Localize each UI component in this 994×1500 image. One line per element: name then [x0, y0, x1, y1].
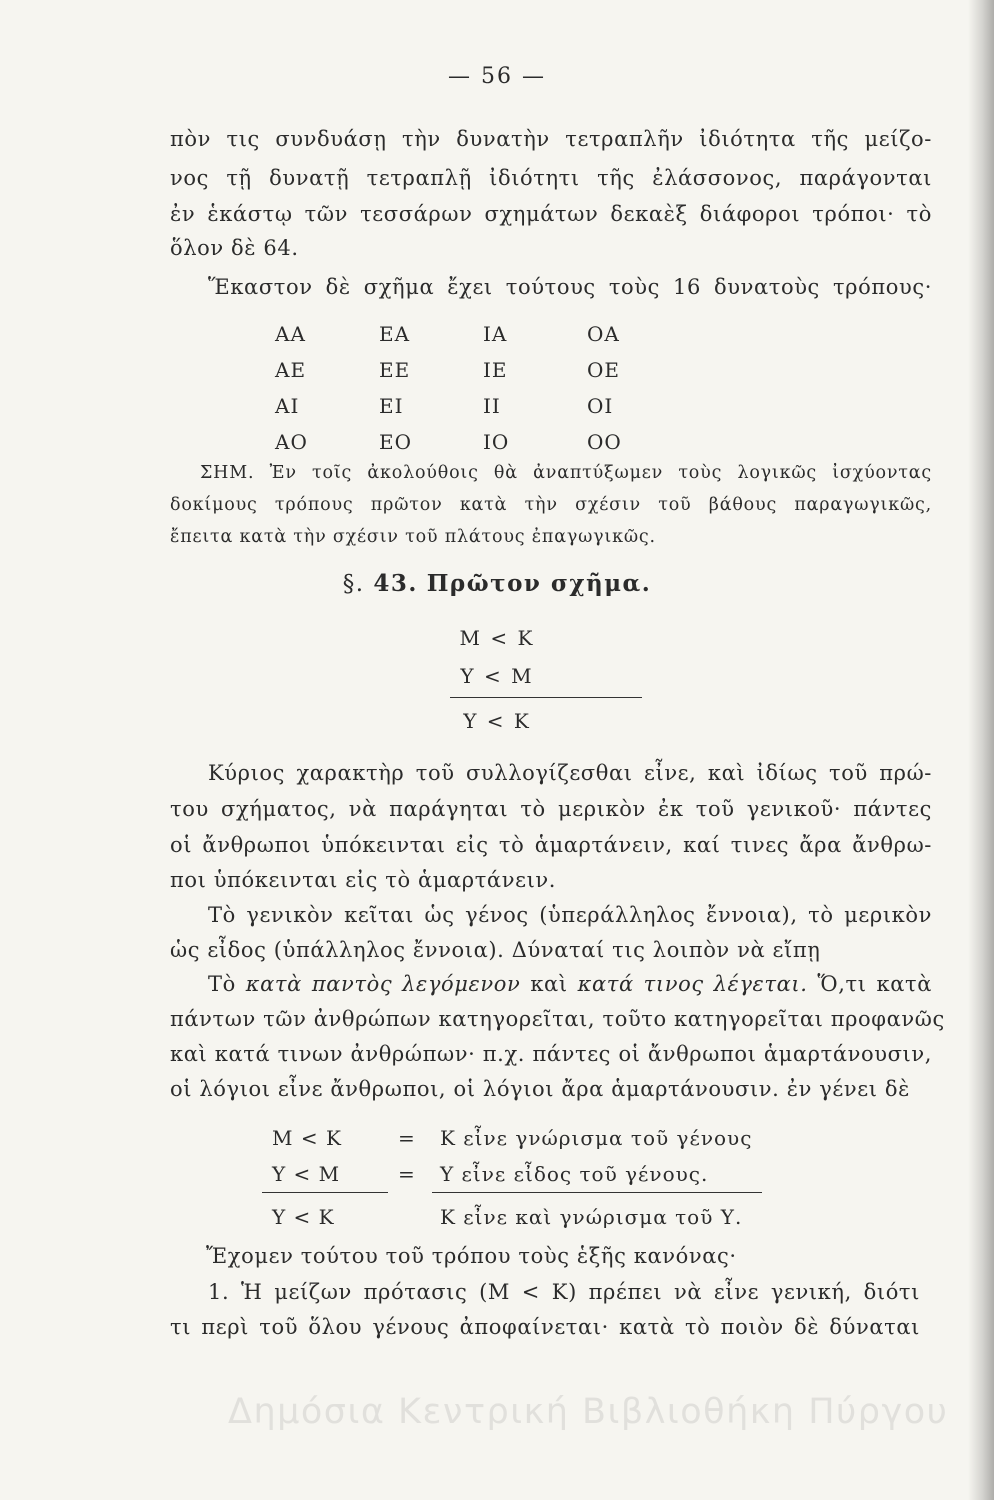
rule-1-line-2: τι περὶ τοῦ ὅλου γένους ἀποφαίνεται· κατὰ τὸ ποιὸν δὲ δύναται — [170, 1315, 920, 1339]
syllogism2-row-1-right: Κ εἶνε γνώρισμα τοῦ γένους — [440, 1126, 753, 1150]
p5-mid: καὶ — [530, 972, 568, 996]
mode-cell: ΟΕ — [587, 358, 620, 382]
section-symbol: §. — [342, 571, 365, 597]
syllogism2-row-1-left: Μ < Κ — [272, 1126, 342, 1150]
paragraph-5-line-4: οἱ λόγιοι εἶνε ἄνθρωποι, οἱ λόγιοι ἄρα ἁμαρτάνουσιν. ἐν γένει δὲ — [170, 1077, 910, 1101]
section-heading — [0, 570, 994, 597]
p5-suffix: Ὅ,τι κατὰ — [817, 972, 933, 996]
rule-1-line-1: 1. Ἡ μείζων πρότασις (Μ < Κ) πρέπει νὰ εἶνε γενική, διότι — [208, 1280, 920, 1304]
paragraph-4-line-2: ὡς εἶδος (ὑπάλληλος ἔννοια). Δύναταί τις λοιπὸν νὰ εἴπῃ — [170, 938, 821, 962]
paragraph-5-line-2: πάντων τῶν ἀνθρώπων κατηγορεῖται, τοῦτο κατηγορεῖται προφανῶς — [170, 1007, 945, 1031]
mode-cell: ΑΟ — [275, 430, 308, 454]
mode-cell: ΑΑ — [275, 322, 306, 346]
syllogism2-row-2-eq: = — [398, 1162, 416, 1186]
modes-row-4 — [275, 424, 691, 460]
paragraph-5-line-3: καὶ κατά τινων ἀνθρώπων· π.χ. πάντες οἱ ἄνθρωποι ἁμαρτάνουσιν, — [170, 1042, 932, 1066]
syllogism2-row-3-left: Υ < Κ — [272, 1205, 335, 1229]
mode-cell: ΟΟ — [587, 430, 622, 454]
mode-cell: ΙΕ — [483, 358, 508, 382]
syllogism2-row-2-left: Υ < Μ — [272, 1162, 341, 1186]
syllogism2-row-1-eq: = — [398, 1126, 416, 1150]
mode-cell: ΕΕ — [379, 358, 411, 382]
paragraph-1-line-1: πὸν τις συνδυάσῃ τὴν δυνατὴν τετραπλῆν ἰδιότητα τῆς μείζο- — [170, 127, 932, 151]
paragraph-4-line-1: Τὸ γενικὸν κεῖται ὡς γένος (ὑπεράλληλος ἔννοια), τὸ μερικὸν — [208, 903, 932, 927]
mode-cell: ΙΙ — [483, 394, 501, 418]
note-line-1: ΣΗΜ. Ἐν τοῖς ἀκολούθοις θὰ ἀναπτύξωμεν τοὺς λογικῶς ἰσχύοντας — [200, 463, 932, 483]
paragraph-1-line-4: ὅλον δὲ 64. — [170, 236, 299, 260]
paragraph-3-line-1: Κύριος χαρακτὴρ τοῦ συλλογίζεσθαι εἶνε, καὶ ἰδίως τοῦ πρώ- — [208, 761, 932, 785]
mode-cell: ΟΑ — [587, 322, 620, 346]
syllogism2-rule-left — [262, 1192, 388, 1193]
syllogism-minor-premise: Υ < Μ — [460, 664, 534, 688]
mode-cell: ΕΑ — [379, 322, 411, 346]
p5-italic-phrase-2: κατά τινος λέγεται. — [577, 972, 808, 996]
p5-italic-phrase-1: κατὰ παντὸς λεγόμενον — [245, 972, 521, 996]
modes-row-3 — [275, 388, 691, 424]
paragraph-5-line-1 — [208, 971, 932, 997]
syllogism2-row-3-right: Κ εἶνε καὶ γνώρισμα τοῦ Υ. — [440, 1205, 743, 1229]
modes-row-2 — [275, 352, 691, 388]
note-line-3: ἔπειτα κατὰ τὴν σχέσιν τοῦ πλάτους ἐπαγωγικῶς. — [170, 527, 656, 547]
paragraph-3-line-4: ποι ὑπόκεινται εἰς τὸ ἁμαρτάνειν. — [170, 868, 557, 892]
syllogism2-row-2-right: Υ εἶνε εἶδος τοῦ γένους. — [440, 1162, 709, 1186]
library-watermark: Δημόσια Κεντρική Βιβλιοθήκη Πύργου — [228, 1392, 949, 1432]
syllogism-rule — [450, 697, 642, 698]
paragraph-3-line-2: του σχήματος, νὰ παράγηται τὸ μερικὸν ἐκ τοῦ γενικοῦ· πάντες — [170, 797, 932, 821]
syllogism-conclusion: Υ < Κ — [463, 709, 531, 733]
mode-cell: ΙΑ — [483, 322, 508, 346]
syllogism2-rule-right — [432, 1192, 762, 1193]
syllogism-major-premise: Μ < Κ — [459, 626, 535, 650]
paragraph-6: Ἔχομεν τούτου τοῦ τρόπου τοὺς ἑξῆς κανόνας· — [206, 1244, 737, 1268]
mode-cell: ΙΟ — [483, 430, 510, 454]
paragraph-1-line-2: νος τῇ δυνατῇ τετραπλῇ ἰδιότητι τῆς ἐλάσσονος, παράγονται — [170, 166, 932, 190]
mode-cell: ΑΕ — [275, 358, 307, 382]
paragraph-3-line-3: οἱ ἄνθρωποι ὑπόκεινται εἰς τὸ ἁμαρτάνειν, καί τινες ἄρα ἄνθρω- — [170, 833, 932, 857]
mode-cell: ΕΙ — [379, 394, 404, 418]
modes-table — [275, 316, 691, 460]
modes-row-1 — [275, 316, 691, 352]
section-number: 43. — [373, 570, 418, 597]
mode-cell: ΟΙ — [587, 394, 614, 418]
note-line-2: δοκίμους τρόπους πρῶτον κατὰ τὴν σχέσιν τοῦ βάθους παραγωγικῶς, — [170, 495, 932, 515]
paragraph-2: Ἕκαστον δὲ σχῆμα ἔχει τούτους τοὺς 16 δυνατοὺς τρόπους· — [208, 275, 932, 299]
page-edge-shadow — [968, 0, 994, 1500]
page-number: — 56 — — [448, 64, 546, 89]
p5-prefix: Τὸ — [208, 972, 236, 996]
section-title: Πρῶτον σχῆμα. — [426, 570, 652, 597]
paragraph-1-line-3: ἐν ἑκάστῳ τῶν τεσσάρων σχημάτων δεκαὲξ διάφοροι τρόποι· τὸ — [170, 202, 932, 226]
mode-cell: ΕΟ — [379, 430, 412, 454]
mode-cell: ΑΙ — [275, 394, 300, 418]
